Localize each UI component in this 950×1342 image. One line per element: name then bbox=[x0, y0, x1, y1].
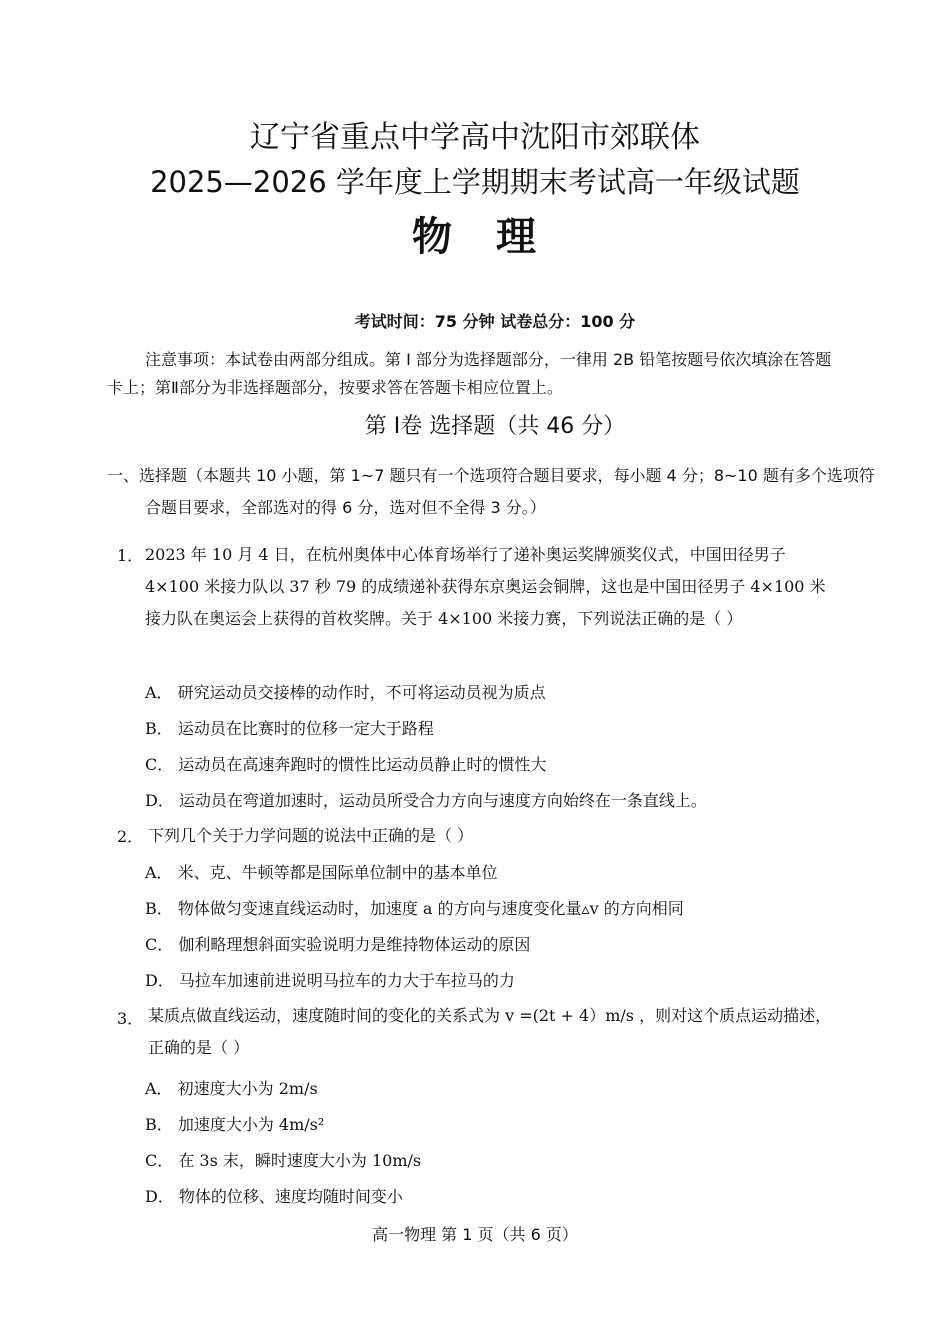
option-d: D． 马拉车加速前进说明马拉车的力大于车拉马的力 bbox=[145, 971, 515, 990]
question-number: 1． bbox=[117, 546, 144, 565]
question-text: 某质点做直线运动，速度随时间的变化的关系式为 v =(2t + 4）m/s ，则对这个质点运动描述，正确的是（ ） bbox=[148, 1006, 832, 1057]
question-text: 下列几个关于力学问题的说法中正确的是（ ） bbox=[148, 826, 474, 845]
section-title: 第 Ⅰ卷 选择题（共 46 分） bbox=[364, 414, 626, 439]
part-instruction: 一、选择题（本题共 10 小题，第 1~7 题只有一个选项符合题目要求，每小题 4 分；8~10 题有多个选项符合题目要求，全部选对的得 6 分，选对但不全得 3 分。） bbox=[107, 466, 875, 517]
option-b: B． 物体做匀变速直线运动时，加速度 a 的方向与速度变化量▵v 的方向相同 bbox=[145, 899, 684, 918]
exam-title-line1: 辽宁省重点中学高中沈阳市郊联体 bbox=[250, 120, 700, 155]
exam-title-line2: 2025—2026 学年度上学期期末考试高一年级试题 bbox=[150, 165, 800, 199]
exam-time-info: 考试时间：75 分钟 试卷总分：100 分 bbox=[354, 312, 636, 331]
option-c: C． 运动员在高速奔跑时的惯性比运动员静止时的惯性大 bbox=[145, 755, 547, 774]
question-number: 2． bbox=[117, 827, 144, 846]
question-text: 2023 年 10 月 4 日，在杭州奥体中心体育场举行了递补奥运奖牌颁奖仪式，中国田径男子 4×100 米接力队以 37 秒 79 的成绩递补获得东京奥运会铜牌，这也是中国田径男子 4×100 米接力队在奥运会上获得的首枚奖牌。关于 4×100 米接力赛，下列说法正确的是（ ） bbox=[145, 545, 826, 628]
option-d: D． 物体的位移、速度均随时间变小 bbox=[145, 1187, 403, 1206]
option-c: C． 伽利略理想斜面实验说明力是维持物体运动的原因 bbox=[145, 935, 531, 954]
page-footer: 高一物理 第 1 页（共 6 页） bbox=[372, 1225, 578, 1244]
option-a: A． 研究运动员交接棒的动作时，不可将运动员视为质点 bbox=[145, 683, 546, 702]
option-a: A． 初速度大小为 2m/s bbox=[145, 1079, 318, 1098]
subject-title: 物 理 bbox=[412, 214, 538, 260]
option-b: B． 运动员在比赛时的位移一定大于路程 bbox=[145, 719, 434, 738]
notice-paragraph: 注意事项：本试卷由两部分组成。第 Ⅰ 部分为选择题部分，一律用 2B 铅笔按题号依次填涂在答题卡上；第Ⅱ部分为非选择题部分，按要求答在答题卡相应位置上。 bbox=[107, 350, 832, 397]
option-d: D． 运动员在弯道加速时，运动员所受合力方向与速度方向始终在一条直线上。 bbox=[145, 791, 707, 810]
option-b: B． 加速度大小为 4m/s² bbox=[145, 1115, 325, 1134]
option-c: C． 在 3s 末，瞬时速度大小为 10m/s bbox=[145, 1151, 422, 1170]
option-a: A． 米、克、牛顿等都是国际单位制中的基本单位 bbox=[145, 863, 498, 882]
question-number: 3． bbox=[117, 1009, 144, 1028]
